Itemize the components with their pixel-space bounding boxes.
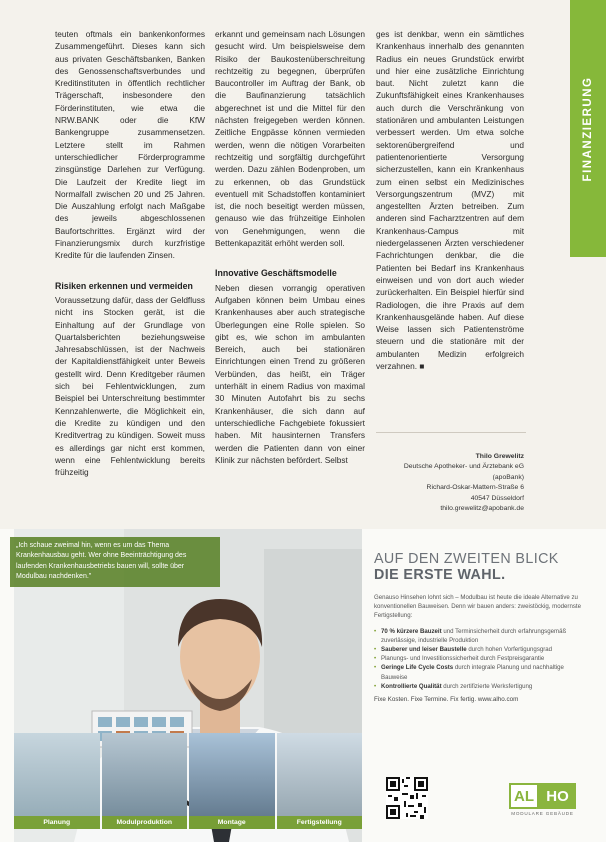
logo-subtitle: MODULARE GEBÄUDE xyxy=(511,811,574,816)
ad-bullet-item xyxy=(374,663,590,681)
author-divider xyxy=(376,432,526,433)
ad-headline-line-1: AUF DEN ZWEITEN BLICK xyxy=(374,551,559,567)
ad-bullet-text: und Terminsicherheit durch erfahrungsgemäß zuverlässige, industrielle Produktion xyxy=(381,627,567,644)
thumb-assembly xyxy=(189,733,275,829)
section-heading: Innovative Geschäftsmodelle xyxy=(215,268,337,279)
article-paragraph: teuten oftmals ein bankenkonformes Zusammengeführt. Dieses kann sich aus privaten Geschäftsbanken, Banken des Genossenschaftsverbundes und Kreditinstituten in öffentlich rechtlicher Trägerschaft, insbesondere den Förderinstituten, wie etwa die NRW.BANK oder die KfW Bankengruppe zusammensetzen. Letztere stellt im Rahmen unterschiedlicher Förderprogramme zinsgünstige Darlehen zur Verfügung. Die Laufzeit der Kredite liegt im Normalfall zwischen 20 und 25 Jahren. Die Auszahlung erfolgt nach Maßgabe des jeweils abgeschlossenen Baufortschrittes. Ergänzt wird der Finanzierungsmix durch kurzfristige Kredite für die laufenden Zinsen. xyxy=(55,29,205,261)
thumb-label: Fertigstellung xyxy=(277,816,363,829)
ad-bullet-text: durch zertifizierte Werksfertigung xyxy=(441,682,533,690)
thumb-label: Modulproduktion xyxy=(102,816,188,829)
ad-thumbnail-strip xyxy=(14,733,362,829)
section-heading: Risiken erkennen und vermeiden xyxy=(55,280,193,291)
ad-bullet-item xyxy=(374,645,590,654)
ad-bullet-text: durch integrale Planung und nachhaltige Bauweise xyxy=(381,664,564,681)
article-paragraph: ges ist denkbar, wenn ein sämtliches Krankenhaus innerhalb des genannten Radius ein neues Grundstück erwirbt und hier eine zusätzliche Einrichtung baut. Nicht zuletzt kann die Zukunftsfähigkeit eines Krankenhauses auch durch die Verschränkung von stationären und ambulanten Leistungen verbessert werden. Um etwa solche sektorenübergreifend und patientenorientierte Versorgung sicherzustellen, kann ein Krankenhaus zum einen selbst ein Medizinisches Versorgungszentrum (MVZ) mit angestellten Ärzten betreiben. Zum anderen sind Facharztzentren auf dem Krankenhaus-Campus mit niedergelassenen Ärzten verschiedener Fachrichtungen denkbar, die die Patienten bei Bedarf ins Krankenhaus einweisen und von dort auch wieder zurückerhalten. Ein Beispiel hierfür sind Radiologen, die ihre Praxis auf dem Krankenhausgelände haben. Auf diese Weise lassen sich Patientenströme steuern und die stationäre mit der ambulanten Medizin erfolgreich verzahnen. ■ xyxy=(376,29,524,372)
author-line: (apoBank) xyxy=(492,473,524,481)
author-box xyxy=(382,452,524,514)
article-column-1 xyxy=(55,28,205,478)
ad-slogan: Fixe Kosten. Fixe Termine. Fix fertig. www.alho.com xyxy=(374,696,519,704)
thumb-label: Planung xyxy=(14,816,100,829)
ad-quote: „Ich schaue zweimal hin, wenn es um das Thema Krankenhausbau geht. Wer ohne Beeinträchtigung des laufenden Krankenhausbetriebs bauen will, sollte über Modulbau nachdenken." xyxy=(10,537,220,587)
ad-bullet-bold: Geringe Life Cycle Costs xyxy=(381,664,454,672)
section-tab xyxy=(570,0,606,257)
author-name: Thilo Grewelitz xyxy=(475,453,524,460)
author-email[interactable]: thilo.grewelitz@apobank.de xyxy=(440,505,524,513)
ad-bullet-bold: Sauberer und leiser Baustelle xyxy=(381,646,467,654)
ad-bullet-item xyxy=(374,627,590,645)
ad-bullet-list xyxy=(374,627,590,691)
article-paragraph: Voraussetzung dafür, dass der Geldfluss nicht ins Stocken gerät, ist die Einhaltung auf der Grundlage von Quartalsberichten beziehungsweise Jahresabschlüssen, ist der Nachweis der Kapitaldienstfähigkeit unter Beweis gestellt wird. Denn Kreditgeber räumen sich bei Fehlentwicklungen, zum Beispiel bei Unterschreitung bestimmter Kennzahlenwerte, die Möglichkeit ein, die Kredite zu kündigen und den Kreditvertrag zu kündigen. Soweit muss es allerdings gar nicht erst kommen, wenn eine Fehlentwicklung bereits frühzeitig xyxy=(55,294,205,478)
ad-bullet-bold: Kontrollierte Qualität xyxy=(381,682,442,690)
ad-bullet-item xyxy=(374,654,590,663)
logo-right: HO xyxy=(539,783,576,809)
author-line: Deutsche Apotheker- und Ärztebank eG xyxy=(403,463,524,471)
qr-code-icon[interactable] xyxy=(386,777,428,819)
ad-bullet-bold: 70 % kürzere Bauzeit xyxy=(381,627,442,635)
ad-headline-line-2: DIE ERSTE WAHL. xyxy=(374,567,506,583)
thumb-completion xyxy=(277,733,363,829)
ad-intro: Genauso Hinsehen lohnt sich – Modulbau ist heute die ideale Alternative zu konventionellen Bauweisen. Denn wir bauen anders: zweistöckig, modernste Fertigstellung: xyxy=(374,594,581,620)
author-line: 40547 Düsseldorf xyxy=(470,494,524,502)
article-column-3 xyxy=(376,28,524,372)
ad-bullet-text: durch hohen Vorfertigungsgrad xyxy=(466,646,553,654)
section-tab-label: FINANZIERUNG xyxy=(582,76,594,181)
ad-headline xyxy=(374,551,590,583)
article-paragraph: Neben diesen vorrangig operativen Aufgaben können beim Umbau eines Krankenhauses aber auch strategische Überlegungen eine Rolle spielen. So gibt es, wie schon im ambulanten Bereich, auch bei stationären Einrichtungen einen Trend zu größeren Verbünden, das heißt, ein Träger unterhält in einem Radius von maximal 30 Minuten Autofahrt bis zu sechs Krankenhäuser, die sich dann auf unterschiedliche Fachgebiete fokussiert haben. Mit hausinternen Transfers werden die Patienten dann von einer Klinik zur nächsten befördert. Selbst xyxy=(215,282,365,465)
thumb-planning xyxy=(14,733,100,829)
thumb-production xyxy=(102,733,188,829)
article-paragraph: erkannt und gemeinsam nach Lösungen gesucht wird. Um beispielsweise dem Risiko der Baukostenüberschreitung rechtzeitig zu begegnen, überprüfen Baucontroller im Auftrag der Bank, ob die Baufinanzierung tatsächlich abgerechnet ist und die Mittel für den nächsten freigegeben werden können. Zeitliche Engpässe können vermieden werden, wenn die nötigen Vorarbeiten rechtzeitig und sorgfältig durchgeführt werden. Dazu zählen Bodenproben, um zu erkennen, ob das Grundstück eventuell mit Schadstoffen kontaminiert ist, die noch beseitigt werden müssen, genauso wie das frühzeitige Einholen von Genehmigungen, wenn die Bettenkapazität erhöht werden soll. xyxy=(215,29,365,249)
logo-left: AL xyxy=(509,783,539,809)
ad-bullet-item xyxy=(374,682,590,691)
ad-bullet-text: Planungs- und Investitionssicherheit durch Festpreisgarantie xyxy=(381,655,545,663)
thumb-label: Montage xyxy=(189,816,275,829)
alho-logo xyxy=(509,783,576,819)
author-line: Richard-Oskar-Mattern-Straße 6 xyxy=(426,484,524,492)
article-column-2 xyxy=(215,28,365,466)
